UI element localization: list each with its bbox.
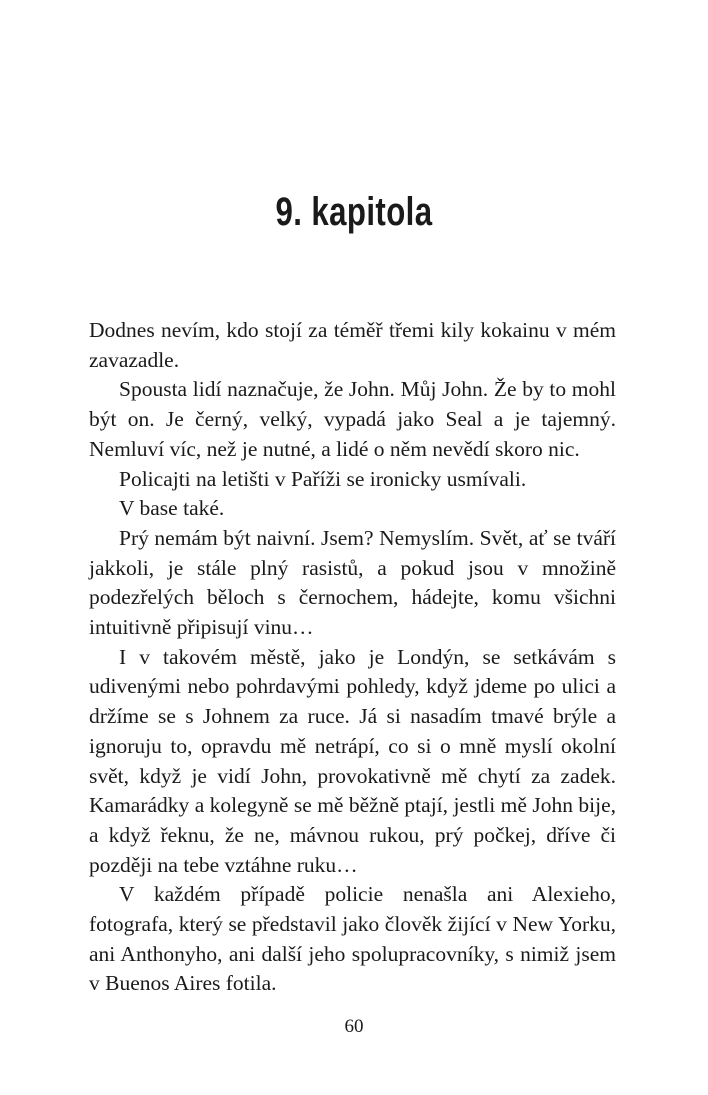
paragraph: Dodnes nevím, kdo stojí za téměř třemi kily kokainu v mém zavazadle. [89, 318, 616, 372]
paragraph: I v takovém městě, jako je Londýn, se setkávám s udivenými nebo pohrdavými pohledy, když jdeme po ulici a držíme se s Johnem za ruce. Já si nasadím tmavé brýle a ignoruju to, opravdu mě netrápí, co si o mně myslí okolní svět, když je vidí John, provokativně mě chytí za zadek. Kamarádky a kolegyně se mě běžně ptají, jestli mě John bije, a když řeknu, že ne, mávnou rukou, prý počkej, dříve či později na tebe vztáhne ruku… [89, 644, 616, 877]
paragraph: V každém případě policie nenašla ani Alexieho, fotografa, který se představil jako člověk žijící v New Yorku, ani Anthonyho, ani další jeho spolupracovníky, s nimiž jsem v Buenos Aires fotila. [89, 882, 616, 996]
paragraph: Policajti na letišti v Paříži se ironicky usmívali. [119, 466, 527, 491]
chapter-body [89, 316, 616, 999]
chapter-title: 9. kapitola [275, 190, 433, 234]
paragraph: Spousta lidí naznačuje, že John. Můj John. Že by to mohl být on. Je černý, velký, vypadá jako Seal a je tajemný. Nemluví víc, než je nutné, a lidé o něm nevědí skoro nic. [89, 377, 616, 461]
paragraph: Prý nemám být naivní. Jsem? Nemyslím. Svět, ať se tváří jakkoli, je stále plný rasistů, a pokud jsou v množině podezřelých běloch s černochem, hádejte, komu všichni intuitivně připisují vinu… [89, 525, 616, 640]
paragraph: V base také. [119, 496, 225, 521]
page-number: 60 [344, 1016, 364, 1037]
